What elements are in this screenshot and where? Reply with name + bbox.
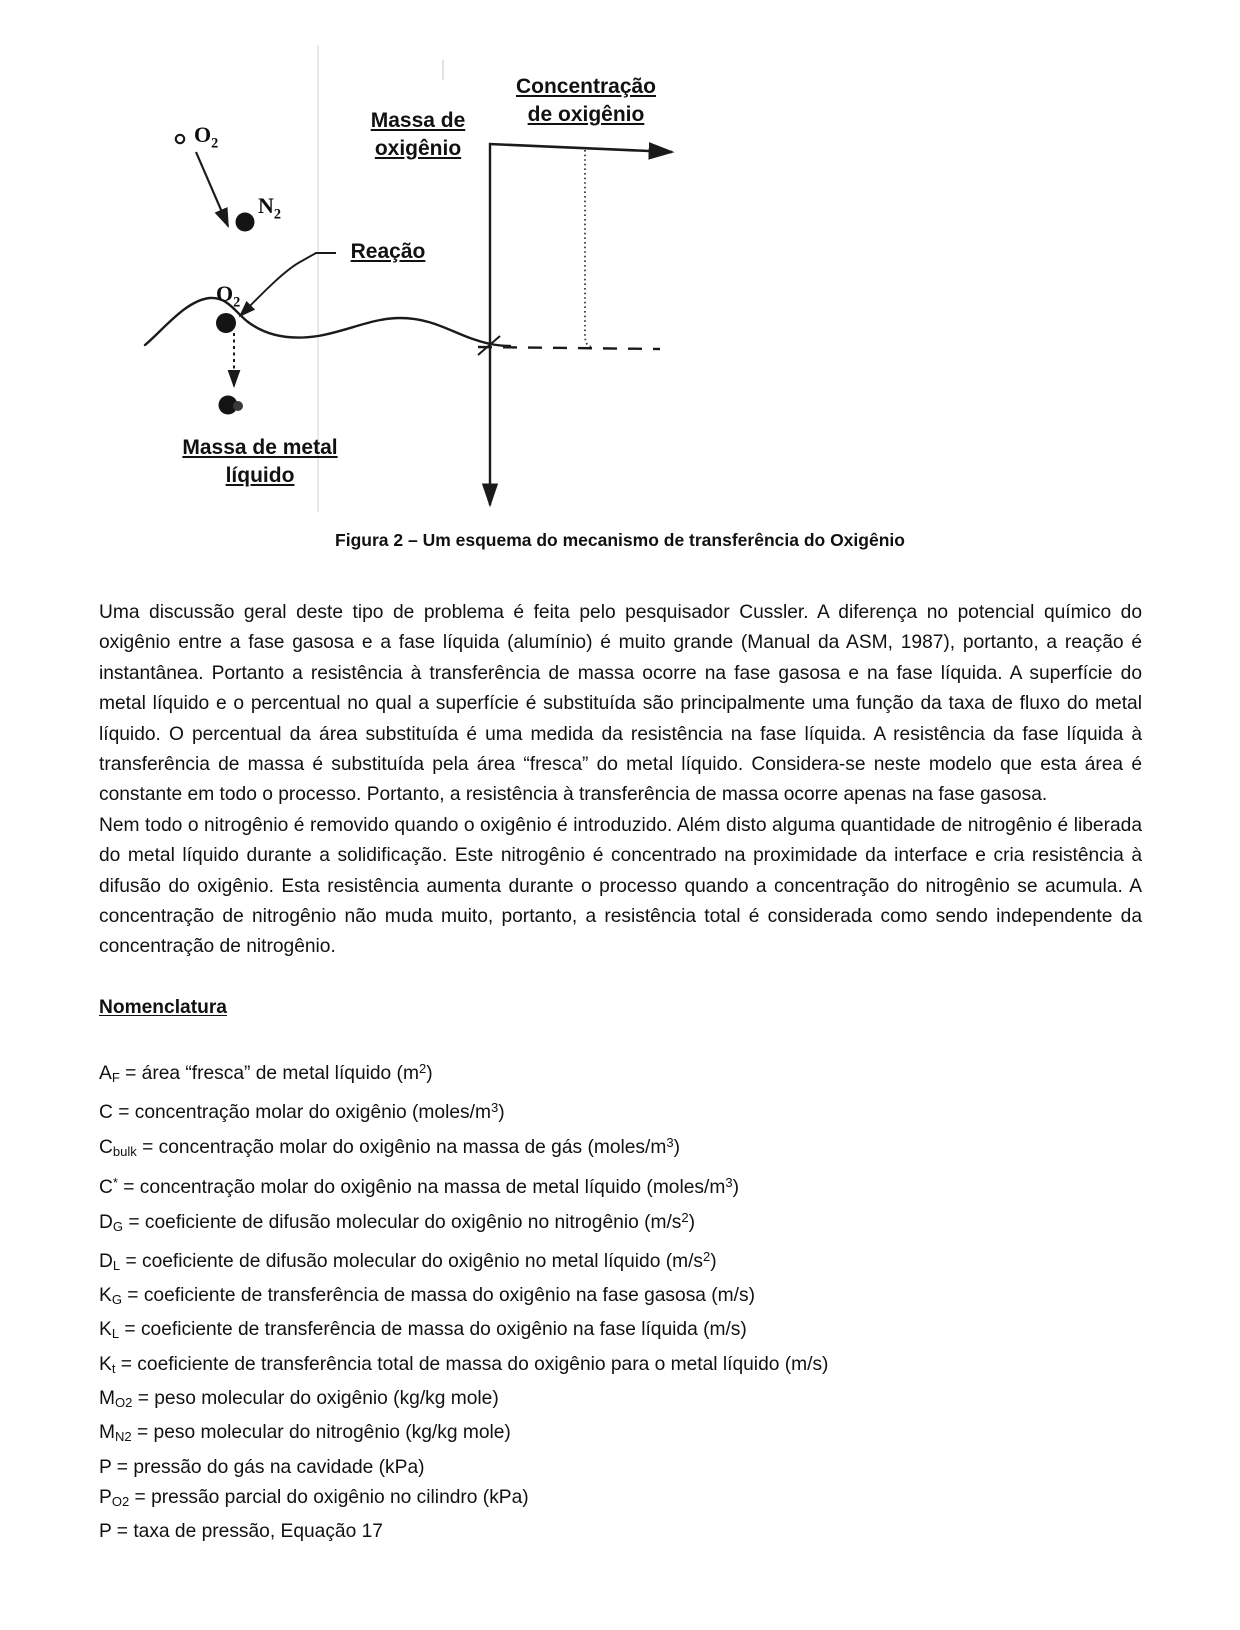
nomenclature-definition: = coeficiente de transferência de massa do oxigênio na fase gasosa (m/s) <box>121 1285 755 1307</box>
figure-caption: Figura 2 – Um esquema do mecanismo de transferência do Oxigênio <box>335 530 905 550</box>
nomenclature-symbol: $D_G$ <box>99 1211 124 1234</box>
nomenclature-entry <box>99 1350 1142 1384</box>
nomenclature-entry <box>99 1168 1142 1203</box>
nomenclature-symbol: C* <box>99 1174 118 1198</box>
interface-concentration-baseline <box>478 347 660 349</box>
document-body <box>99 598 1142 1548</box>
n2-molecule-dot <box>236 213 255 232</box>
label-concentracao-line1: Concentração <box>515 75 657 98</box>
label-massa-de-metal-liquido <box>165 434 355 490</box>
nomenclature-entry <box>99 1315 1142 1349</box>
label-massa-metal-line1: Massa de metal <box>182 436 338 459</box>
nomenclature-symbol: $K_t$ <box>99 1353 116 1376</box>
reacao-leader-line <box>240 253 336 316</box>
label-concentracao-line2: de oxigênio <box>527 103 645 126</box>
nomenclature-symbol: $P_{O2}$ <box>99 1486 130 1509</box>
nomenclature-definition: = coeficiente de difusão molecular do oxigênio no metal líquido $(m/s^2)$ <box>120 1249 717 1272</box>
nomenclature-entry <box>99 1453 1142 1483</box>
nomenclature-symbol: $A_F$ <box>99 1062 120 1085</box>
nomenclature-definition: = taxa de pressão, Equação 17 <box>111 1521 383 1543</box>
label-concentracao-de-oxigenio <box>487 73 685 129</box>
nomenclature-definition: = coeficiente de difusão molecular do oxigênio no nitrogênio $(m/s^2)$ <box>123 1209 696 1233</box>
nomenclature-entry <box>99 1203 1142 1242</box>
nomenclature-definition: = pressão do gás na cavidade (kPa) <box>111 1456 425 1478</box>
concentration-horizontal-axis <box>489 144 672 152</box>
nomenclature-entry <box>99 1517 1142 1547</box>
nomenclature-definition: = concentração molar do oxigênio $(moles/m^3)$ <box>112 1100 505 1124</box>
nomenclature-entry <box>99 1054 1142 1093</box>
o2-transport-arrow <box>196 152 228 226</box>
label-reacao: Reação <box>350 240 426 263</box>
label-massa-oxigenio-line2: oxigênio <box>374 137 462 160</box>
nomenclature-symbol: $D_L$ <box>99 1250 121 1273</box>
spacer-before-nomenclature <box>99 963 1142 993</box>
liquid-metal-interface-curve <box>145 298 510 346</box>
label-massa-metal-line2: líquido <box>225 464 295 487</box>
nomenclature-entry <box>99 1483 1142 1517</box>
label-massa-oxigenio-line1: Massa de <box>370 109 466 132</box>
nomenclature-symbol: P <box>99 1521 112 1543</box>
n2-label: $N_2$ <box>258 193 282 223</box>
label-massa-de-oxigenio <box>330 107 506 163</box>
o2-interface-label: $O_2$ <box>216 281 241 311</box>
dissolved-o2-dot-small <box>233 401 243 411</box>
nomenclature-definition: = concentração molar do oxigênio na massa de metal líquido $(moles/m^3)$ <box>117 1174 739 1198</box>
spacer-after-nomenclature-heading <box>99 1024 1142 1054</box>
nomenclature-heading: Nomenclatura <box>99 997 227 1019</box>
nomenclature-symbol: $K_L$ <box>99 1319 120 1342</box>
nomenclature-symbol: P <box>99 1456 112 1478</box>
nomenclature-definition: = concentração molar do oxigênio na massa de gás $(moles/m^3)$ <box>136 1135 680 1159</box>
nomenclature-entry <box>99 1128 1142 1167</box>
nomenclature-entry <box>99 1242 1142 1281</box>
nomenclature-entry <box>99 1281 1142 1315</box>
nomenclature-definition: = peso molecular do nitrogênio (kg/kg mole) <box>131 1422 511 1444</box>
nomenclature-entry <box>99 1384 1142 1418</box>
nomenclature-list <box>99 1054 1142 1548</box>
o2-gas-glyph <box>176 135 184 143</box>
nomenclature-symbol: $K_G$ <box>99 1285 122 1308</box>
nomenclature-definition: = pressão parcial do oxigênio no cilindro (kPa) <box>129 1486 529 1508</box>
figure-2-container <box>0 0 1240 565</box>
nomenclature-symbol: C <box>99 1102 113 1124</box>
o2-interface-dot <box>216 313 236 333</box>
nomenclature-definition: = coeficiente de transferência de massa do oxigênio na fase líquida (m/s) <box>119 1319 747 1341</box>
nomenclature-symbol: $C_{bulk}$ <box>99 1137 137 1160</box>
nomenclature-definition: = coeficiente de transferência total de massa do oxigênio para o metal líquido (m/s) <box>115 1353 829 1375</box>
nomenclature-definition: = área “fresca” de metal líquido $(m^2)$ <box>119 1061 433 1084</box>
nomenclature-symbol: $M_{O2}$ <box>99 1387 133 1410</box>
paragraph-1: Uma discussão geral deste tipo de problema é feita pelo pesquisador Cussler. A diferença no potencial químico do oxigênio entre a fase gasosa e a fase líquida (alumínio) é muito grande (Manual da ASM, 1987), portanto, a reação é instantânea. Portanto a resistência à transferência de massa ocorre na fase gasosa e na fase líquida. A superfície do metal líquido e o percentual no qual a superfície é substituída são principalmente uma função da taxa de fluxo do metal líquido. O percentual da área substituída é uma medida da resistência na fase líquida. A resistência da fase líquida à transferência de massa é substituída pela área “fresca” do metal líquido. Considera-se neste modelo que esta área é constante em todo o processo. Portanto, a resistência à transferência de massa ocorre apenas na fase gasosa. <box>99 602 1142 806</box>
nomenclature-entry <box>99 1093 1142 1128</box>
bulk-concentration-profile <box>585 150 592 347</box>
nomenclature-entry <box>99 1418 1142 1452</box>
paragraph-2: Nem todo o nitrogênio é removido quando o oxigênio é introduzido. Além disto alguma quantidade de nitrogênio é liberada do metal líquido durante a solidificação. Este nitrogênio é concentrado na proximidade da interface e cria resistência à difusão do oxigênio. Esta resistência aumenta durante o processo quando a concentração do nitrogênio se acumula. A concentração de nitrogênio não muda muito, portanto, a resistência total é considerada como sendo independente da concentração de nitrogênio. <box>99 814 1142 958</box>
nomenclature-symbol: $M_{N2}$ <box>99 1422 132 1445</box>
o2-gas-label: $O_2$ <box>194 122 219 152</box>
nomenclature-definition: = peso molecular do oxigênio (kg/kg mole) <box>132 1387 499 1409</box>
